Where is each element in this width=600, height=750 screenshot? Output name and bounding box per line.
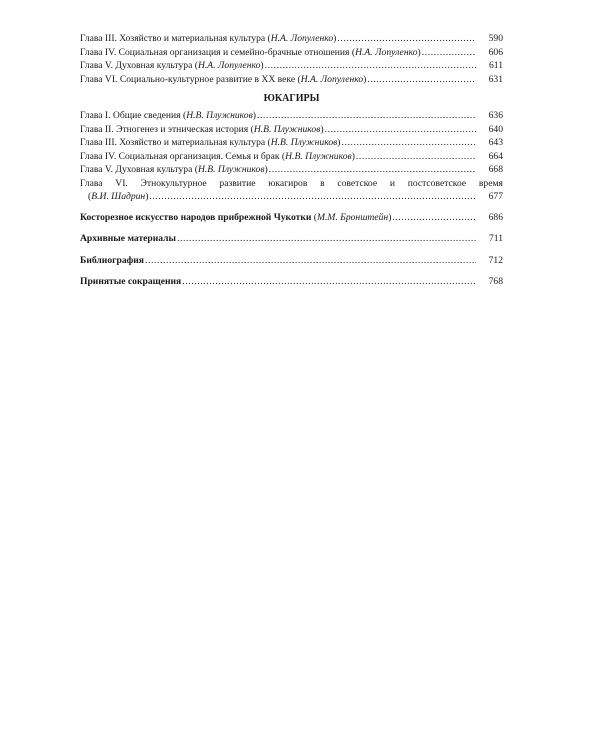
toc-entry-art: Косторезное искусство народов прибрежной Чукотки (М.М. Бронштейн) ..... 686 xyxy=(80,211,503,225)
toc-entry: Глава III. Хозяйство и материальная культура (Н.В. Плужников) ..... 643 xyxy=(80,136,503,150)
entry-author: Н.В. Плужников xyxy=(253,123,321,135)
entry-author: Н.В. Плужников xyxy=(197,164,265,175)
dot-leader xyxy=(367,73,476,87)
section-heading-yukaghirs: ЮКАГИРЫ xyxy=(263,93,320,104)
toc-entry: Глава V. Духовная культура (Н.А. Лопуленко) ..... 611 xyxy=(80,59,503,73)
toc-entry: Глава VI. Социально-культурное развитие в XX веке (Н.А. Лопуленко) ..... 631 xyxy=(80,73,503,87)
entry-author: Н.В. Плужников xyxy=(285,150,352,162)
toc-entry: Глава V. Духовная культура (Н.В. Плужников) ..... 668 xyxy=(80,163,503,177)
entry-title: Глава V. Духовная культура ( xyxy=(80,164,198,175)
entry-title: Глава I. Общие сведения ( xyxy=(80,110,187,121)
toc-entry-multiline xyxy=(80,177,503,203)
entry-title: Библиография xyxy=(80,254,144,266)
page-number: 631 xyxy=(488,73,503,85)
entry-author: В.И. Шадрин xyxy=(91,190,146,202)
entry-title: Принятые сокращения xyxy=(80,276,182,287)
entry-title: Глава IV. Социальная организация. Семья и брак ( xyxy=(80,150,286,162)
entry-author: М.М. Бронштейн xyxy=(317,211,389,223)
entry-author: Н.В. Плужников xyxy=(186,110,253,121)
toc-entry-abbreviations xyxy=(80,275,503,289)
toc-block-chukchi xyxy=(80,32,503,86)
entry-title: Глава II. Этногенез и этническая история ( xyxy=(80,123,254,135)
page-number: 712 xyxy=(488,254,503,266)
page-number: 640 xyxy=(488,123,503,135)
entry-title: Глава IV. Социальная организация и семейно-брачные отношения ( xyxy=(80,46,356,58)
entry-title-line2: (В.И. Шадрин) ..... 677 xyxy=(80,190,503,203)
page-number: 677 xyxy=(488,190,503,202)
toc-entry: Глава III. Хозяйство и материальная культура (Н.А. Лопуленко) ..... 590 xyxy=(80,32,503,46)
dot-leader xyxy=(145,254,476,268)
toc-entry: Глава IV. Социальная организация и семейно-брачные отношения (Н.А. Лопуленко) ..... 606 xyxy=(80,46,503,60)
page-number: 643 xyxy=(488,137,503,148)
toc-block-yukaghirs xyxy=(80,109,503,203)
entry-author: Н.В. Плужников xyxy=(270,137,338,148)
page-number: 611 xyxy=(488,60,503,71)
page-number: 636 xyxy=(488,110,503,121)
entry-author: Н.А. Лопуленко xyxy=(270,33,334,44)
entry-author: Н.А. Лопуленко xyxy=(300,73,364,85)
page-number: 590 xyxy=(488,33,503,44)
entry-author: Н.А. Лопуленко xyxy=(197,60,261,71)
entry-title: Глава III. Хозяйство и материальная культура ( xyxy=(80,33,271,44)
entry-title: Глава VI. Социально-культурное развитие в XX веке ( xyxy=(80,73,301,85)
entry-author: Н.А. Лопуленко xyxy=(355,46,418,58)
entry-title: Глава V. Духовная культура ( xyxy=(80,60,198,71)
dot-leader xyxy=(392,211,476,225)
toc-entry: Глава IV. Социальная организация. Семья и брак (Н.В. Плужников) ..... 664 xyxy=(80,150,503,164)
dot-leader xyxy=(356,150,476,164)
entry-title: Косторезное искусство народов прибрежной Чукотки xyxy=(80,211,312,223)
toc-entry: Глава I. Общие сведения (Н.В. Плужников) ..... 636 xyxy=(80,109,503,123)
dot-leader xyxy=(325,123,476,137)
dot-leader xyxy=(337,32,476,46)
entry-title: Архивные материалы xyxy=(80,233,177,244)
dot-leader xyxy=(149,190,476,203)
page-number: 686 xyxy=(488,211,503,223)
dot-leader xyxy=(265,59,476,73)
entry-title: Глава III. Хозяйство и материальная культура ( xyxy=(80,137,271,148)
page-number: 768 xyxy=(488,276,503,287)
toc-entry-bibliography xyxy=(80,254,503,268)
table-of-contents xyxy=(80,32,503,289)
dot-leader xyxy=(269,163,476,177)
page-number: 711 xyxy=(488,233,503,244)
dot-leader xyxy=(177,232,476,246)
toc-entry: Глава II. Этногенез и этническая история (Н.В. Плужников) ..... 640 xyxy=(80,123,503,137)
page-number: 668 xyxy=(488,164,503,175)
dot-leader xyxy=(342,136,477,150)
dot-leader xyxy=(422,46,476,60)
page-number: 664 xyxy=(488,150,503,162)
toc-entry-archives xyxy=(80,232,503,246)
dot-leader xyxy=(257,109,476,123)
dot-leader xyxy=(182,275,476,289)
page-number: 606 xyxy=(488,46,503,58)
entry-title-line1: Глава VI. Этнокультурное развитие юкагиров в советское и постсоветское время xyxy=(80,177,503,189)
